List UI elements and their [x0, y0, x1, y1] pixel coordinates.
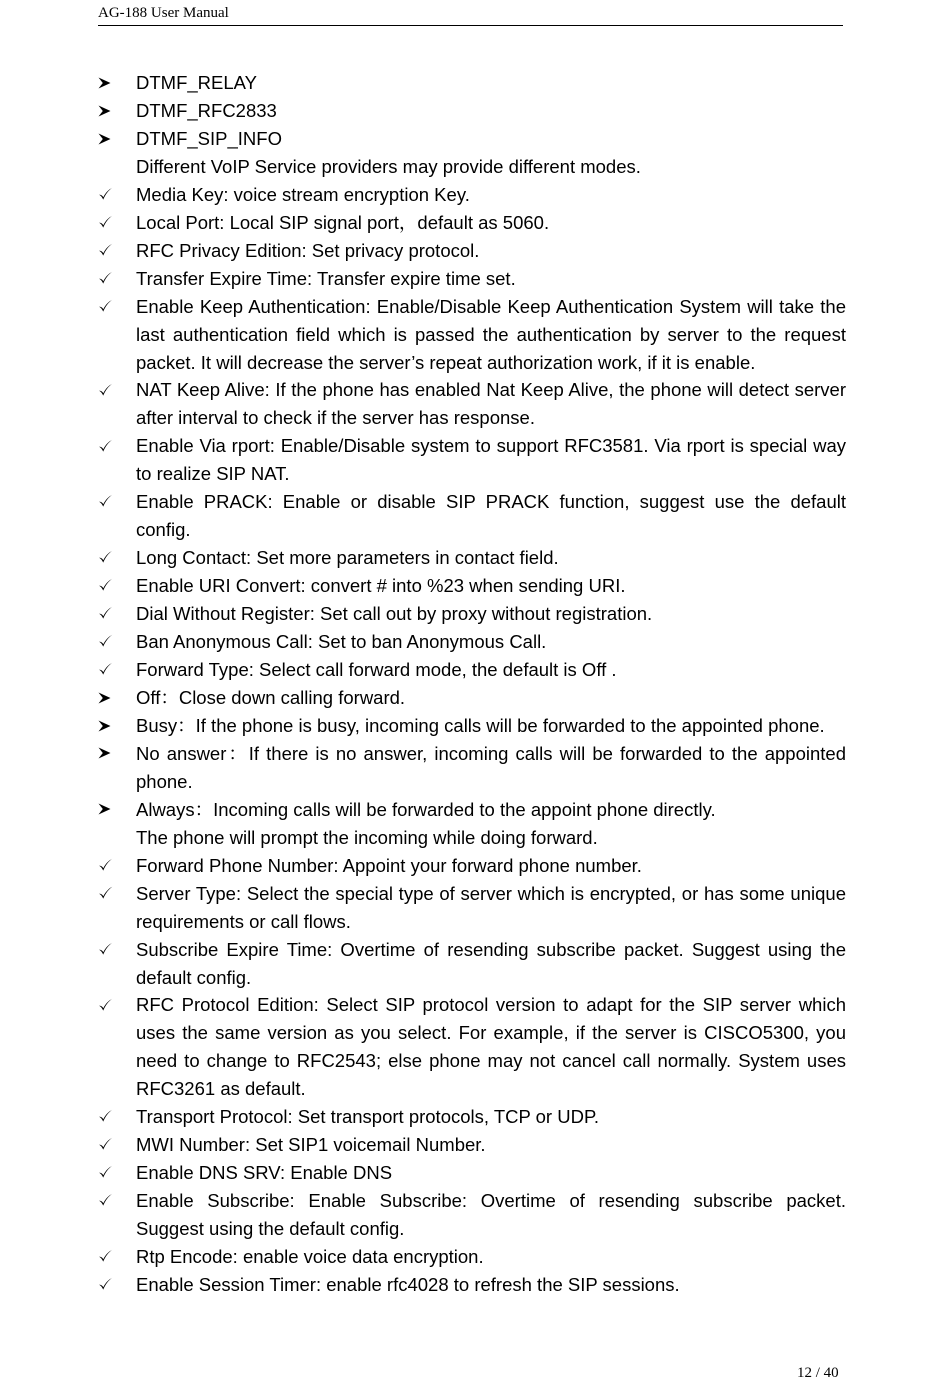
list-item-text: Long Contact: Set more parameters in contact field. — [136, 547, 559, 569]
list-item-text: Media Key: voice stream encryption Key. — [136, 183, 470, 205]
checkmark-bullet-icon — [98, 1243, 120, 1271]
arrow-bullet-icon — [98, 740, 120, 768]
list-item-text: Enable URI Convert: convert # into %23 when sending URI. — [136, 575, 626, 597]
list-item — [98, 712, 846, 740]
list-item — [98, 181, 846, 209]
list-item-text: Forward Type: Select call forward mode, the default is Off . — [136, 659, 617, 681]
list-item-text: RFC Protocol Edition: Select SIP protocol version to adapt for the SIP server which uses the same version as you select. For example, if the server is CISCO5300, you need to change to RFC2543; else phone may not cancel call normally. System uses RFC3261 as default. — [136, 994, 846, 1100]
checkmark-bullet-icon — [98, 432, 120, 460]
list-item-text: NAT Keep Alive: If the phone has enabled Nat Keep Alive, the phone will detect server after interval to check if the server has response. — [136, 379, 846, 429]
list-item-text: DTMF_RFC2833 — [136, 99, 277, 121]
list-item-text: Ban Anonymous Call: Set to ban Anonymous Call. — [136, 631, 547, 653]
arrow-bullet-icon — [98, 796, 120, 824]
checkmark-bullet-icon — [98, 1271, 120, 1299]
list-item — [98, 628, 846, 656]
list-item — [98, 1159, 846, 1187]
list-item — [98, 600, 846, 628]
list-item — [98, 293, 846, 377]
list-item — [98, 656, 846, 684]
list-item — [98, 97, 846, 125]
list-item-text: Transfer Expire Time: Transfer expire time set. — [136, 267, 516, 289]
list-item-text: DTMF_SIP_INFO — [136, 127, 282, 149]
list-item-text: Dial Without Register: Set call out by proxy without registration. — [136, 603, 653, 625]
list-item-text: MWI Number: Set SIP1 voicemail Number. — [136, 1134, 486, 1156]
list-item — [98, 572, 846, 600]
checkmark-bullet-icon — [98, 1103, 120, 1131]
list-item — [98, 1187, 846, 1243]
arrow-bullet-icon — [98, 69, 120, 97]
list-item — [98, 376, 846, 432]
list-item-text: Enable Keep Authentication: Enable/Disable Keep Authentication System will take the last authentication field which is passed the authentication by server to the request packet. It will decrease the server’s repeat authorization work, if it is enable. — [136, 295, 846, 373]
list-item — [98, 684, 846, 712]
checkmark-bullet-icon — [98, 880, 120, 908]
list-item-text: Always：Incoming calls will be forwarded to the appoint phone directly. — [136, 798, 716, 820]
list-item-text: RFC Privacy Edition: Set privacy protocol. — [136, 239, 480, 261]
list-item — [98, 1243, 846, 1271]
list-item-text: Subscribe Expire Time: Overtime of resending subscribe packet. Suggest using the default config. — [136, 938, 846, 988]
checkmark-bullet-icon — [98, 936, 120, 964]
checkmark-bullet-icon — [98, 237, 120, 265]
list-item — [98, 880, 846, 936]
parameter-list — [98, 69, 846, 1299]
checkmark-bullet-icon — [98, 852, 120, 880]
list-item — [98, 153, 846, 181]
list-item-text: Off：Close down calling forward. — [136, 686, 406, 708]
list-item-text: Different VoIP Service providers may provide different modes. — [136, 155, 641, 177]
list-item — [98, 824, 846, 852]
list-item-text: Rtp Encode: enable voice data encryption. — [136, 1246, 484, 1268]
checkmark-bullet-icon — [98, 209, 120, 237]
list-item — [98, 265, 846, 293]
list-item-text: Busy：If the phone is busy, incoming calls will be forwarded to the appointed phone. — [136, 714, 825, 736]
list-item — [98, 1103, 846, 1131]
manual-title: AG-188 User Manual — [98, 5, 229, 21]
checkmark-bullet-icon — [98, 628, 120, 656]
list-item — [98, 432, 846, 488]
checkmark-bullet-icon — [98, 1131, 120, 1159]
checkmark-bullet-icon — [98, 265, 120, 293]
list-item — [98, 125, 846, 153]
list-item-text: The phone will prompt the incoming while doing forward. — [136, 826, 598, 848]
checkmark-bullet-icon — [98, 544, 120, 572]
checkmark-bullet-icon — [98, 293, 120, 321]
list-item-text: DTMF_RELAY — [136, 72, 257, 93]
arrow-bullet-icon — [98, 125, 120, 153]
list-item — [98, 796, 846, 824]
list-item — [98, 237, 846, 265]
list-item — [98, 1131, 846, 1159]
list-item — [98, 1271, 846, 1299]
checkmark-bullet-icon — [98, 656, 120, 684]
list-item-text: No answer：If there is no answer, incoming calls will be forwarded to the appointed phone. — [136, 742, 846, 792]
arrow-bullet-icon — [98, 712, 120, 740]
list-item — [98, 936, 846, 992]
arrow-bullet-icon — [98, 97, 120, 125]
checkmark-bullet-icon — [98, 1159, 120, 1187]
arrow-bullet-icon — [98, 684, 120, 712]
list-item — [98, 544, 846, 572]
checkmark-bullet-icon — [98, 600, 120, 628]
list-item — [98, 740, 846, 796]
list-item — [98, 209, 846, 237]
page-number: 12 / 40 — [797, 1365, 839, 1381]
list-item — [98, 991, 846, 1103]
list-item-text: Enable PRACK: Enable or disable SIP PRACK function, suggest use the default config. — [136, 491, 846, 541]
list-item-text: Enable Subscribe: Enable Subscribe: Overtime of resending subscribe packet. Suggest using the default config. — [136, 1190, 846, 1240]
list-item — [98, 488, 846, 544]
checkmark-bullet-icon — [98, 488, 120, 516]
page-header — [98, 4, 843, 26]
checkmark-bullet-icon — [98, 1187, 120, 1215]
list-item — [98, 852, 846, 880]
list-item-text: Enable DNS SRV: Enable DNS — [136, 1162, 393, 1184]
list-item-text: Server Type: Select the special type of server which is encrypted, or has some unique requirements or call flows. — [136, 882, 846, 932]
list-item-text: Enable Via rport: Enable/Disable system to support RFC3581. Via rport is special way to realize SIP NAT. — [136, 435, 846, 485]
list-item-text: Enable Session Timer: enable rfc4028 to refresh the SIP sessions. — [136, 1273, 680, 1295]
list-item-text: Forward Phone Number: Appoint your forward phone number. — [136, 854, 642, 876]
list-item-text: Transport Protocol: Set transport protocols, TCP or UDP. — [136, 1106, 600, 1128]
checkmark-bullet-icon — [98, 991, 120, 1019]
checkmark-bullet-icon — [98, 376, 120, 404]
checkmark-bullet-icon — [98, 181, 120, 209]
checkmark-bullet-icon — [98, 572, 120, 600]
list-item-text: Local Port: Local SIP signal port，default as 5060. — [136, 211, 550, 233]
list-item — [98, 69, 846, 97]
